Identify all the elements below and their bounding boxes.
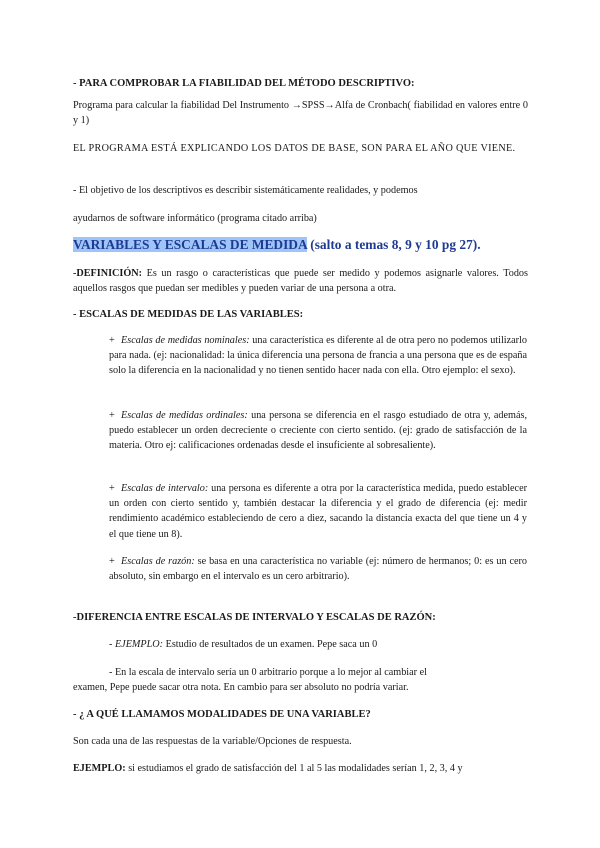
- escala-text: una persona es diferente a otra por la característica medida, puedo establecer un orden con cierto sentido y, también destacar la diferencia y el grado de diferencia (ej: medir rendimiento académico estableciendo de cero a diez, sacando la distancia exacta del que tiene un 4 y el que tiene un 8).: [109, 483, 527, 540]
- escala-name: Escalas de razón:: [121, 556, 195, 567]
- paragraph-programa-explicando: EL PROGRAMA ESTÁ EXPLICANDO LOS DATOS DE BASE, SON PARA EL AÑO QUE VIENE.: [73, 143, 516, 154]
- paragraph-ejemplo-modalidades: [73, 761, 528, 776]
- paragraph-programa: Programa para calcular la fiabilidad Del Instrumento →SPSS→Alfa de Cronbach( fiabilidad en valores entre 0 y 1): [73, 100, 528, 126]
- escala-item-nominales: [109, 333, 527, 379]
- plus-bullet-icon: +: [109, 410, 115, 421]
- escala-text: una persona se diferencia en el rasgo estudiado de otra y, además, puedo establecer un orden decreciente o creciente con cierto sentido. (ej: grado de satisfacción de la materia. Otro ej: calificaciones ordenadas desde el insuficiente al sobresaliente).: [109, 410, 528, 452]
- section-heading-fiabilidad: - PARA COMPROBAR LA FIABILIDAD DEL MÉTODO DESCRIPTIVO:: [73, 78, 415, 89]
- ejemplo-label: EJEMPLO:: [114, 639, 164, 650]
- ejemplo-label: EJEMPLO:: [73, 763, 126, 774]
- paragraph-objetivo: - El objetivo de los descriptivos es describir sistemáticamente realidades, y podemos: [73, 185, 418, 196]
- paragraph-escala-intervalo-line1: - En la escala de intervalo sería un 0 arbitrario porque a lo mejor al cambiar el: [109, 667, 427, 678]
- plus-bullet-icon: +: [109, 556, 115, 567]
- escala-item-intervalo: [109, 481, 527, 542]
- paragraph-ayudarnos: ayudarnos de software informático (programa citado arriba): [73, 213, 317, 224]
- definicion-label: -DEFINICIÓN:: [73, 268, 143, 279]
- escala-text: una característica es diferente al de otra pero no podemos utilizarlo para nada. (ej: nacionalidad: la única diferencia una persona de francia a una persona que es de españa solo la diferencia en la nacionalidad y no tienen sentido hacer nada con ella. Otro ejemplo: el sexo).: [109, 335, 527, 377]
- paragraph-definicion: [73, 266, 528, 296]
- definicion-text: Es un rasgo o características que puede ser medido y podemos asignarle valores. Todos aquellos rasgos que puedan ser medibles y pueden variar de una persona a otra.: [73, 268, 528, 294]
- escala-name: Escalas de intervalo:: [121, 483, 209, 494]
- section-heading-diferencia: -DIFERENCIA ENTRE ESCALAS DE INTERVALO Y ESCALAS DE RAZÓN:: [73, 612, 436, 623]
- paragraph-escala-intervalo-line2: examen, Pepe puede sacar otra nota. En cambio para ser absoluto no podría variar.: [73, 682, 409, 693]
- ejemplo-examen: [109, 637, 529, 652]
- section-title-variables: [73, 236, 528, 254]
- ejemplo-text: Estudio de resultados de un examen. Pepe saca un 0: [163, 639, 378, 650]
- section-heading-modalidades: - ¿ A QUÉ LLAMAMOS MODALIDADES DE UNA VARIABLE?: [73, 709, 371, 720]
- section-heading-escalas: - ESCALAS DE MEDIDAS DE LAS VARIABLES:: [73, 309, 304, 320]
- plus-bullet-icon: +: [109, 483, 115, 494]
- escala-item-ordinales: [109, 408, 527, 454]
- escala-name: Escalas de medidas ordinales:: [121, 410, 248, 421]
- escala-item-razon: [109, 554, 527, 584]
- dash-bullet: -: [109, 639, 115, 650]
- title-highlighted-text: VARIABLES Y ESCALAS DE MEDIDA: [73, 237, 307, 252]
- title-rest-text: (salto a temas 8, 9 y 10 pg 27).: [306, 237, 481, 252]
- escala-text: se basa en una característica no variable (ej: número de hermanos; 0: es un cero absoluto, sin embargo en el intervalo es un cero arbitrario).: [109, 556, 527, 583]
- paragraph-modalidades: Son cada una de las respuestas de la variable/Opciones de respuesta.: [73, 736, 352, 747]
- escala-name: Escalas de medidas nominales:: [121, 335, 250, 346]
- ejemplo-text: si estudiamos el grado de satisfacción del 1 al 5 las modalidades serían 1, 2, 3, 4 y: [125, 763, 463, 774]
- plus-bullet-icon: +: [109, 335, 115, 346]
